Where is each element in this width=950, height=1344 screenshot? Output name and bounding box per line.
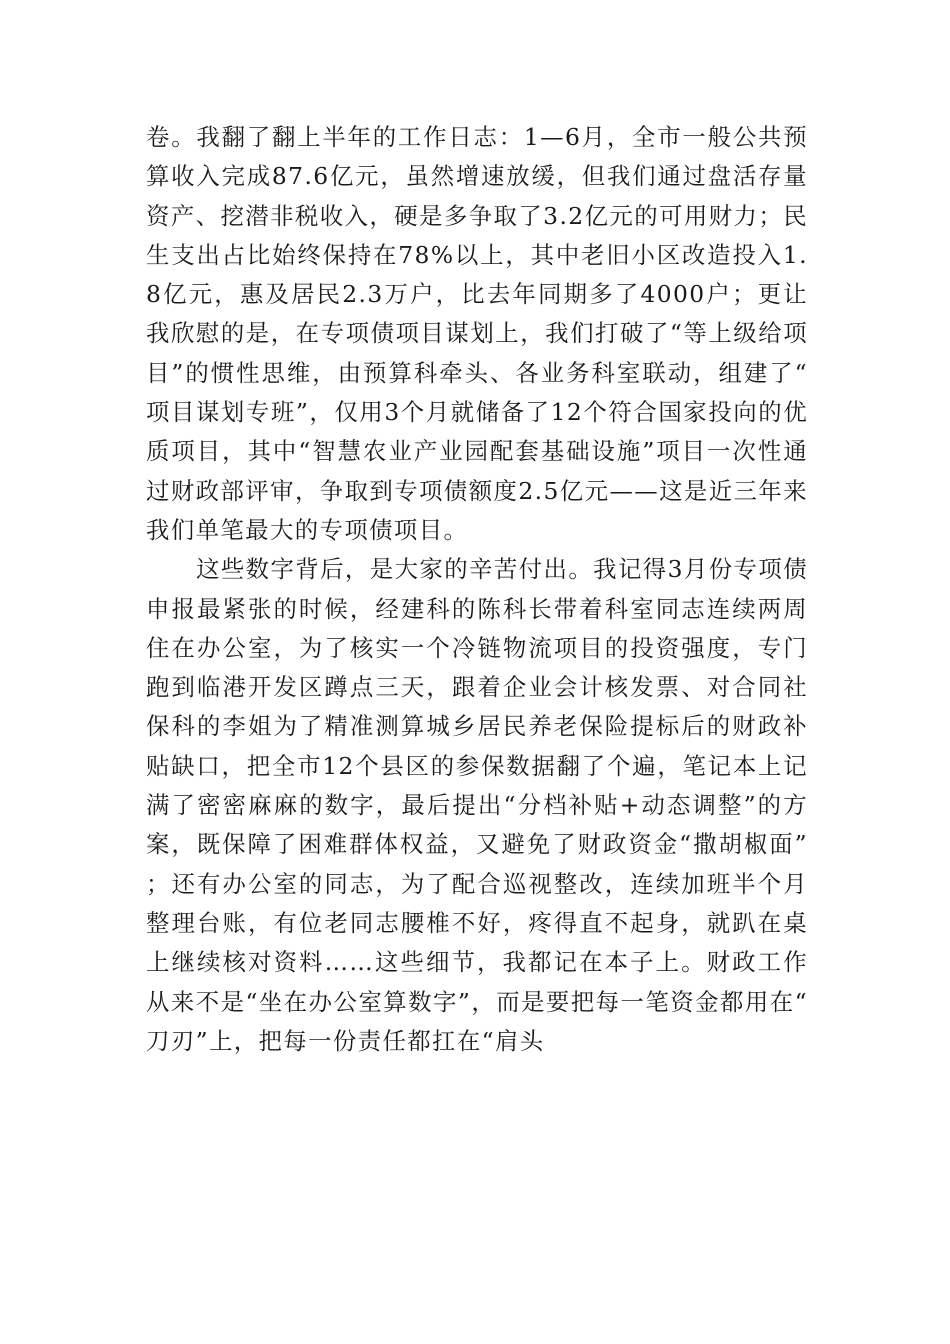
- body-paragraph-1: 卷。我翻了翻上半年的工作日志：1—6月，全市一般公共预算收入完成87.6亿元，虽然增速放缓，但我们通过盘活存量资产、挖潜非税收入，硬是多争取了3.2亿元的可用财力；民生支出占比始终保持在78%以上，其中老旧小区改造投入1.8亿元，惠及居民2.3万户，比去年同期多了4000户；更让我欣慰的是，在专项债项目谋划上，我们打破了“等上级给项目”的惯性思维，由预算科牵头、各业务科室联动，组建了“项目谋划专班”，仅用3个月就储备了12个符合国家投向的优质项目，其中“智慧农业产业园配套基础设施”项目一次性通过财政部评审，争取到专项债额度2.5亿元——这是近三年来我们单笔最大的专项债项目。: [146, 123, 808, 544]
- body-paragraph-2: 这些数字背后，是大家的辛苦付出。我记得3月份专项债申报最紧张的时候，经建科的陈科长带着科室同志连续两周住在办公室，为了核实一个冷链物流项目的投资强度，专门跑到临港开发区蹲点三天，跟着企业会计核发票、对合同社保科的李姐为了精准测算城乡居民养老保险提标后的财政补贴缺口，把全市12个县区的参保数据翻了个遍，笔记本上记满了密密麻麻的数字，最后提出“分档补贴+动态调整”的方案，既保障了困难群体权益，又避免了财政资金“撒胡椒面”；还有办公室的同志，为了配合巡视整改，连续加班半个月整理台账，有位老同志腰椎不好，疼得直不起身，就趴在桌上继续核对资料……这些细节，我都记在本子上。财政工作从来不是“坐在办公室算数字”，而是要把每一笔资金都用在“刀刃”上，把每一份责任都扛在“肩头: [146, 555, 808, 1055]
- document-body: [146, 118, 808, 1061]
